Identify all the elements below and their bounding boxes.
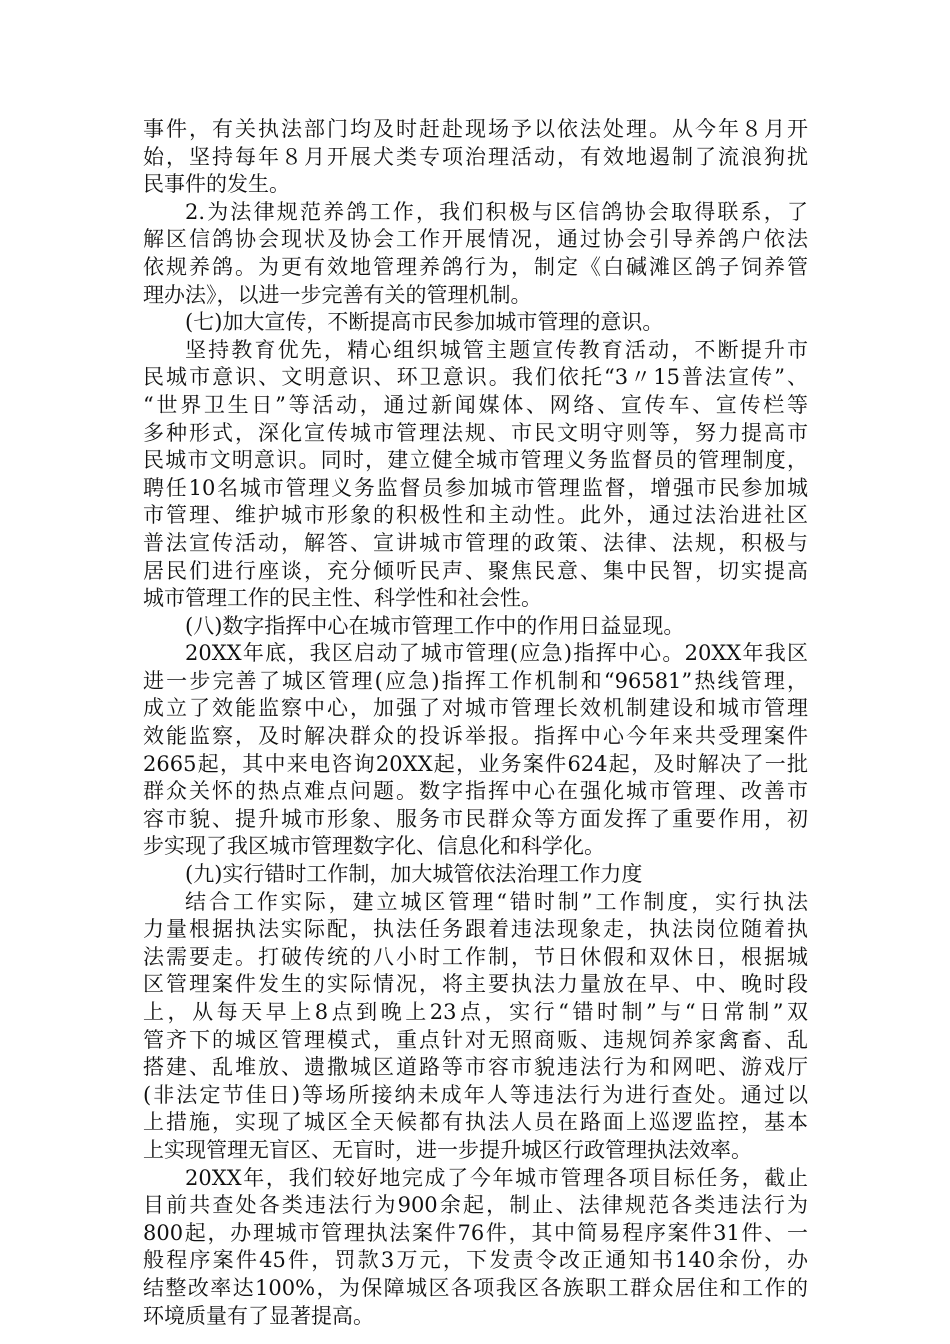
text-line: 结合工作实际，建立城区管理“错时制”工作制度，实行执法 (185, 889, 808, 914)
text-line: 民事件的发生。 (143, 172, 290, 197)
text-line: 上措施，实现了城区全天候都有执法人员在路面上巡逻监控，基本 (143, 1110, 808, 1135)
text-line: 依规养鸽。为更有效地管理养鸽行为，制定《白碱滩区鸽子饲养管 (143, 254, 808, 279)
text-line: 800起，办理城市管理执法案件76件，其中简易程序案件31件、一 (143, 1220, 808, 1245)
text-line: 结整改率达100%，为保障城区各项我区各族职工群众居住和工作的 (143, 1275, 808, 1300)
text-line: (非法定节佳日)等场所接纳未成年人等违法行为进行查处。通过以 (143, 1082, 808, 1107)
text-line: 普法宣传活动，解答、宣讲城市管理的政策、法律、法规，积极与 (143, 530, 808, 555)
text-line: 区管理案件发生的实际情况，将主要执法力量放在早、中、晚时段 (143, 972, 808, 997)
text-line: 2.为法律规范养鸽工作，我们积极与区信鸽协会取得联系，了 (185, 199, 808, 224)
text-line: 法需要走。打破传统的八小时工作制，节日休假和双休日，根据城 (143, 944, 808, 969)
text-line: 居民们进行座谈，充分倾听民声、聚焦民意、集中民智，切实提高 (143, 558, 808, 583)
text-line: 事件，有关执法部门均及时赶赴现场予以依法处理。从今年８月开 (143, 117, 808, 141)
text-line: 20XX年，我们较好地完成了今年城市管理各项目标任务，截止 (185, 1165, 808, 1190)
text-line: 坚持教育优先，精心组织城管主题宣传教育活动，不断提升市 (185, 337, 808, 362)
text-line: 上，从每天早上8点到晚上23点，实行“错时制”与“日常制”双 (143, 1000, 808, 1024)
text-line: 效能监察，及时解决群众的投诉举报。指挥中心今年来共受理案件 (143, 724, 808, 749)
text-line: 市管理、维护城市形象的积极性和主动性。此外，通过法治进社区 (143, 503, 808, 528)
text-line: “世界卫生日”等活动，通过新闻媒体、网络、宣传车、宣传栏等 (143, 392, 808, 417)
text-line: 管齐下的城区管理模式，重点针对无照商贩、违规饲养家禽畜、乱 (143, 1027, 808, 1052)
text-line: 民城市意识、文明意识、环卫意识。我们依托“3〃15普法宣传”、 (143, 365, 808, 390)
text-line: 群众关怀的热点难点问题。数字指挥中心在强化城市管理、改善市 (143, 779, 808, 804)
text-line: 理办法》，以进一步完善有关的管理机制。 (143, 282, 532, 307)
text-line: 城市管理工作的民主性、科学性和社会性。 (143, 586, 542, 611)
text-line: 2665起，其中来电咨询20XX起，业务案件624起，及时解决了一批 (143, 751, 808, 776)
text-line: 步实现了我区城市管理数字化、信息化和科学化。 (143, 834, 605, 859)
text-line: 解区信鸽协会现状及协会工作开展情况，通过协会引导养鸽户依法 (143, 227, 808, 252)
text-line: 目前共查处各类违法行为900余起，制止、法律规范各类违法行为 (143, 1193, 808, 1218)
text-line: (七)加大宣传，不断提高市民参加城市管理的意识。 (185, 310, 664, 335)
text-line: (九)实行错时工作制，加大城管依法治理工作力度 (185, 862, 643, 887)
text-line: 民城市文明意识。同时，建立健全城市管理义务监督员的管理制度， (143, 448, 808, 473)
text-line: 上实现管理无盲区、无盲时，进一步提升城区行政管理执法效率。 (143, 1137, 752, 1162)
text-line: 力量根据执法实际配，执法任务跟着违法现象走，执法岗位随着执 (143, 917, 808, 942)
text-line: 进一步完善了城区管理(应急)指挥工作机制和“96581”热线管理， (143, 668, 808, 693)
text-line: 成立了效能监察中心，加强了对城市管理长效机制建设和城市管理 (143, 696, 808, 721)
document-body (143, 116, 808, 1330)
text-line: 般程序案件45件，罚款3万元，下发责令改正通知书140余份，办 (143, 1248, 808, 1273)
text-line: 容市貌、提升城市形象、服务市民群众等方面发挥了重要作用，初 (143, 806, 808, 831)
text-line: 环境质量有了显著提高。 (143, 1303, 374, 1328)
text-line: 始，坚持每年８月开展犬类专项治理活动，有效地遏制了流浪狗扰 (143, 144, 808, 169)
text-line: (八)数字指挥中心在城市管理工作中的作用日益显现。 (185, 613, 685, 638)
text-line: 搭建、乱堆放、遗撒城区道路等市容市貌违法行为和网吧、游戏厅 (143, 1055, 808, 1080)
text-line: 聘任10名城市管理义务监督员参加城市管理监督，增强市民参加城 (143, 475, 808, 500)
text-line: 多种形式，深化宣传城市管理法规、市民文明守则等，努力提高市 (143, 420, 808, 445)
text-line: 20XX年底，我区启动了城市管理(应急)指挥中心。20XX年我区 (185, 641, 808, 666)
